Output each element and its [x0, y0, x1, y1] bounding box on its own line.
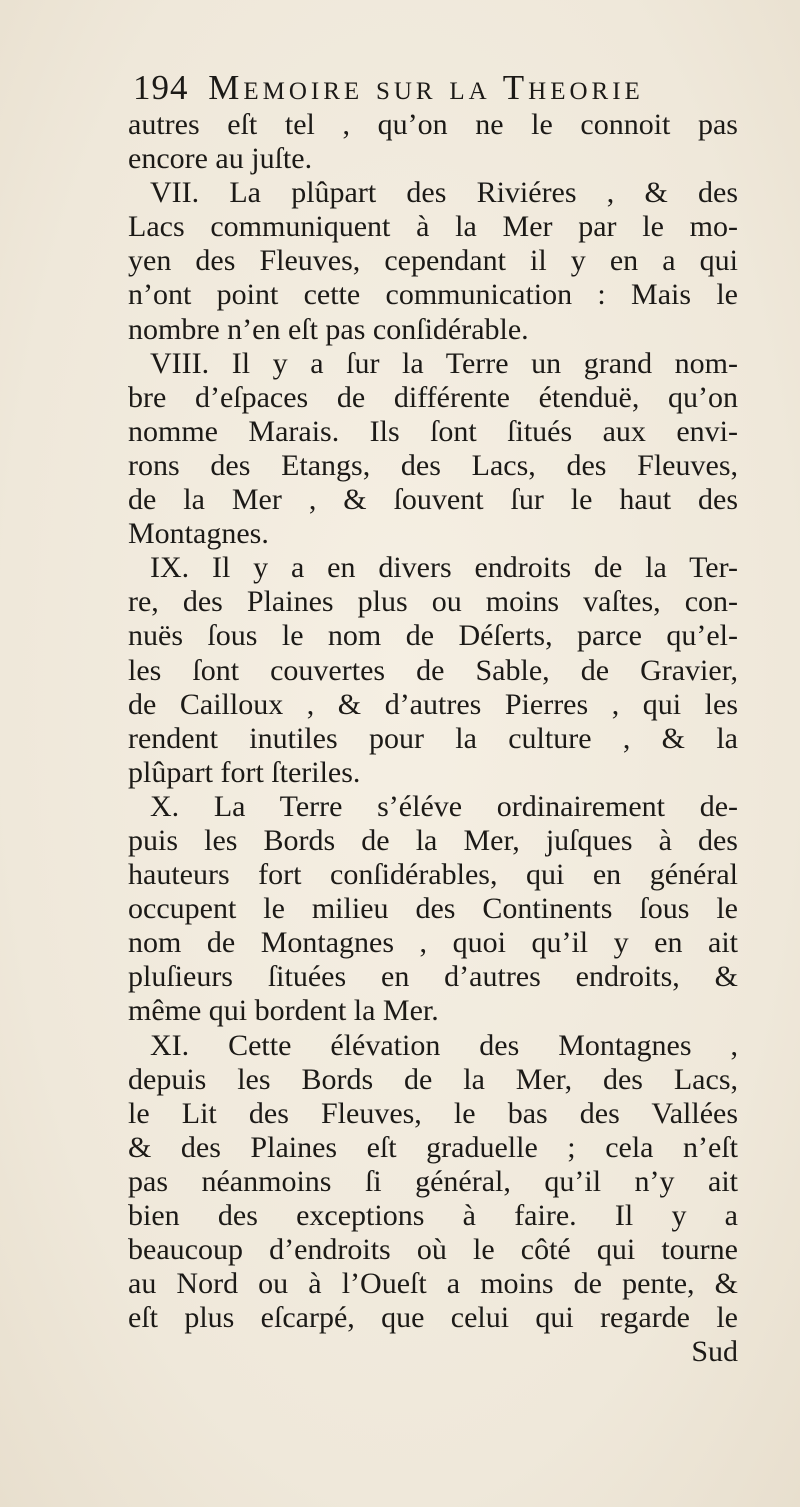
text-line: re, des Plaines plus ou moins vaſtes, con- [128, 585, 738, 619]
text-line: plûpart fort ſteriles. [128, 755, 361, 789]
running-header [133, 66, 733, 110]
running-title: Memoire sur la Theorie [208, 68, 644, 107]
text-line: même qui bordent la Mer. [128, 994, 439, 1028]
text-line: beaucoup d’endroits où le côté qui tourne [128, 1233, 738, 1267]
text-line: rons des Etangs, des Lacs, des Fleuves, [128, 448, 738, 482]
text-line: n’ont point cette communication : Mais le [128, 278, 738, 312]
text-line: depuis les Bords de la Mer, des Lacs, [128, 1062, 738, 1096]
section-vii-start: VII. La plûpart des Riviéres , & des [150, 176, 738, 210]
text-line: & des Plaines eſt graduelle ; cela n’eſt [128, 1130, 738, 1164]
text-line: de la Mer , & ſouvent ſur le haut des [128, 483, 738, 517]
section-xi-start: XI. Cette élévation des Montagnes , [150, 1028, 738, 1062]
page-number: 194 [133, 68, 189, 107]
text-line: yen des Fleuves, cependant il y en a qui [128, 244, 738, 278]
text-line: rendent inutiles pour la culture , & la [128, 721, 738, 755]
text-line: le Lit des Fleuves, le bas des Vallées [128, 1096, 738, 1130]
section-ix-start: IX. Il y a en divers endroits de la Ter- [150, 551, 738, 585]
text-line: bien des exceptions à faire. Il y a [128, 1199, 738, 1232]
text-line: Montagnes. [128, 517, 269, 551]
text-line: nomme Marais. Ils ſont ſitués aux envi- [128, 414, 738, 448]
text-line: les ſont couvertes de Sable, de Gravier, [128, 653, 738, 687]
text-line: encore au juſte. [128, 142, 313, 176]
text-line: au Nord ou à l’Oueſt a moins de pente, & [128, 1267, 738, 1301]
body-text [128, 108, 738, 1369]
text-line: puis les Bords de la Mer, juſques à des [128, 823, 738, 857]
text-line: pas néanmoins ſi général, qu’il n’y ait [128, 1164, 738, 1198]
text-line: eſt plus eſcarpé, que celui qui regarde le [128, 1301, 738, 1335]
text-line: pluſieurs ſituées en d’autres endroits, & [128, 960, 738, 994]
section-viii-start: VIII. Il y a ſur la Terre un grand nom- [150, 346, 738, 380]
text-line: nuës ſous le nom de Déſerts, parce qu’el- [128, 619, 738, 653]
text-line: autres eſt tel , qu’on ne le connoit pas [128, 108, 738, 141]
text-line: de Cailloux , & d’autres Pierres , qui les [128, 687, 738, 721]
text-line: nombre n’en eſt pas conſidérable. [128, 312, 529, 346]
text-line: hauteurs fort conſidérables, qui en général [128, 858, 738, 892]
text-line: Lacs communiquent à la Mer par le mo- [128, 210, 738, 244]
section-x-start: X. La Terre s’éléve ordinairement de- [150, 789, 738, 823]
catchword: Sud [691, 1335, 738, 1369]
text-line: occupent le milieu des Continents ſous le [128, 892, 738, 926]
text-line: bre d’eſpaces de différente étenduë, qu’on [128, 380, 738, 414]
text-line: nom de Montagnes , quoi qu’il y en ait [128, 926, 738, 960]
